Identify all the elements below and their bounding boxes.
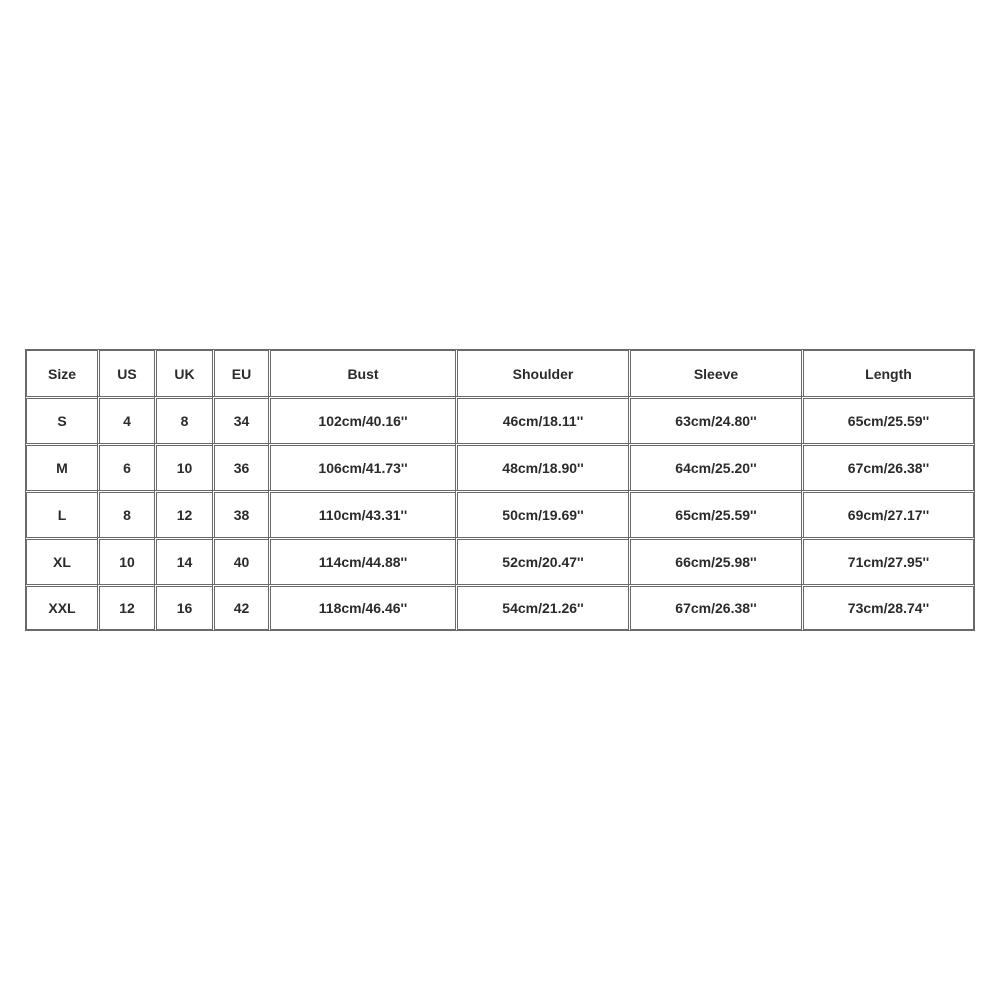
shoulder-cell: 46cm/18.11'': [455, 396, 628, 443]
table-row: [25, 396, 975, 443]
length-cell: 71cm/27.95'': [801, 537, 975, 584]
us-cell: 6: [97, 443, 154, 490]
sleeve-cell: 65cm/25.59'': [628, 490, 801, 537]
sleeve-cell: 64cm/25.20'': [628, 443, 801, 490]
length-cell: 67cm/26.38'': [801, 443, 975, 490]
length-cell: 65cm/25.59'': [801, 396, 975, 443]
table-row: [25, 490, 975, 537]
us-cell: 8: [97, 490, 154, 537]
header-cell-shoulder: Shoulder: [455, 349, 628, 396]
uk-cell: 10: [154, 443, 212, 490]
us-cell: 12: [97, 584, 154, 631]
table-row: [25, 584, 975, 631]
bust-cell: 118cm/46.46'': [268, 584, 455, 631]
uk-cell: 12: [154, 490, 212, 537]
header-cell-us: US: [97, 349, 154, 396]
shoulder-cell: 52cm/20.47'': [455, 537, 628, 584]
table-row: [25, 537, 975, 584]
bust-cell: 114cm/44.88'': [268, 537, 455, 584]
eu-cell: 34: [212, 396, 268, 443]
bust-cell: 110cm/43.31'': [268, 490, 455, 537]
shoulder-cell: 54cm/21.26'': [455, 584, 628, 631]
header-cell-bust: Bust: [268, 349, 455, 396]
uk-cell: 14: [154, 537, 212, 584]
uk-cell: 8: [154, 396, 212, 443]
length-cell: 73cm/28.74'': [801, 584, 975, 631]
us-cell: 4: [97, 396, 154, 443]
size-cell: L: [25, 490, 97, 537]
eu-cell: 40: [212, 537, 268, 584]
size-cell: XXL: [25, 584, 97, 631]
length-cell: 69cm/27.17'': [801, 490, 975, 537]
header-cell-size: Size: [25, 349, 97, 396]
header-row: [25, 349, 975, 396]
bust-cell: 102cm/40.16'': [268, 396, 455, 443]
eu-cell: 42: [212, 584, 268, 631]
size-cell: S: [25, 396, 97, 443]
shoulder-cell: 48cm/18.90'': [455, 443, 628, 490]
sleeve-cell: 66cm/25.98'': [628, 537, 801, 584]
header-cell-eu: EU: [212, 349, 268, 396]
shoulder-cell: 50cm/19.69'': [455, 490, 628, 537]
eu-cell: 38: [212, 490, 268, 537]
header-cell-uk: UK: [154, 349, 212, 396]
sleeve-cell: 63cm/24.80'': [628, 396, 801, 443]
us-cell: 10: [97, 537, 154, 584]
size-cell: XL: [25, 537, 97, 584]
size-chart-table: [25, 349, 975, 631]
header-cell-length: Length: [801, 349, 975, 396]
uk-cell: 16: [154, 584, 212, 631]
bust-cell: 106cm/41.73'': [268, 443, 455, 490]
sleeve-cell: 67cm/26.38'': [628, 584, 801, 631]
size-cell: M: [25, 443, 97, 490]
table-row: [25, 443, 975, 490]
header-cell-sleeve: Sleeve: [628, 349, 801, 396]
eu-cell: 36: [212, 443, 268, 490]
